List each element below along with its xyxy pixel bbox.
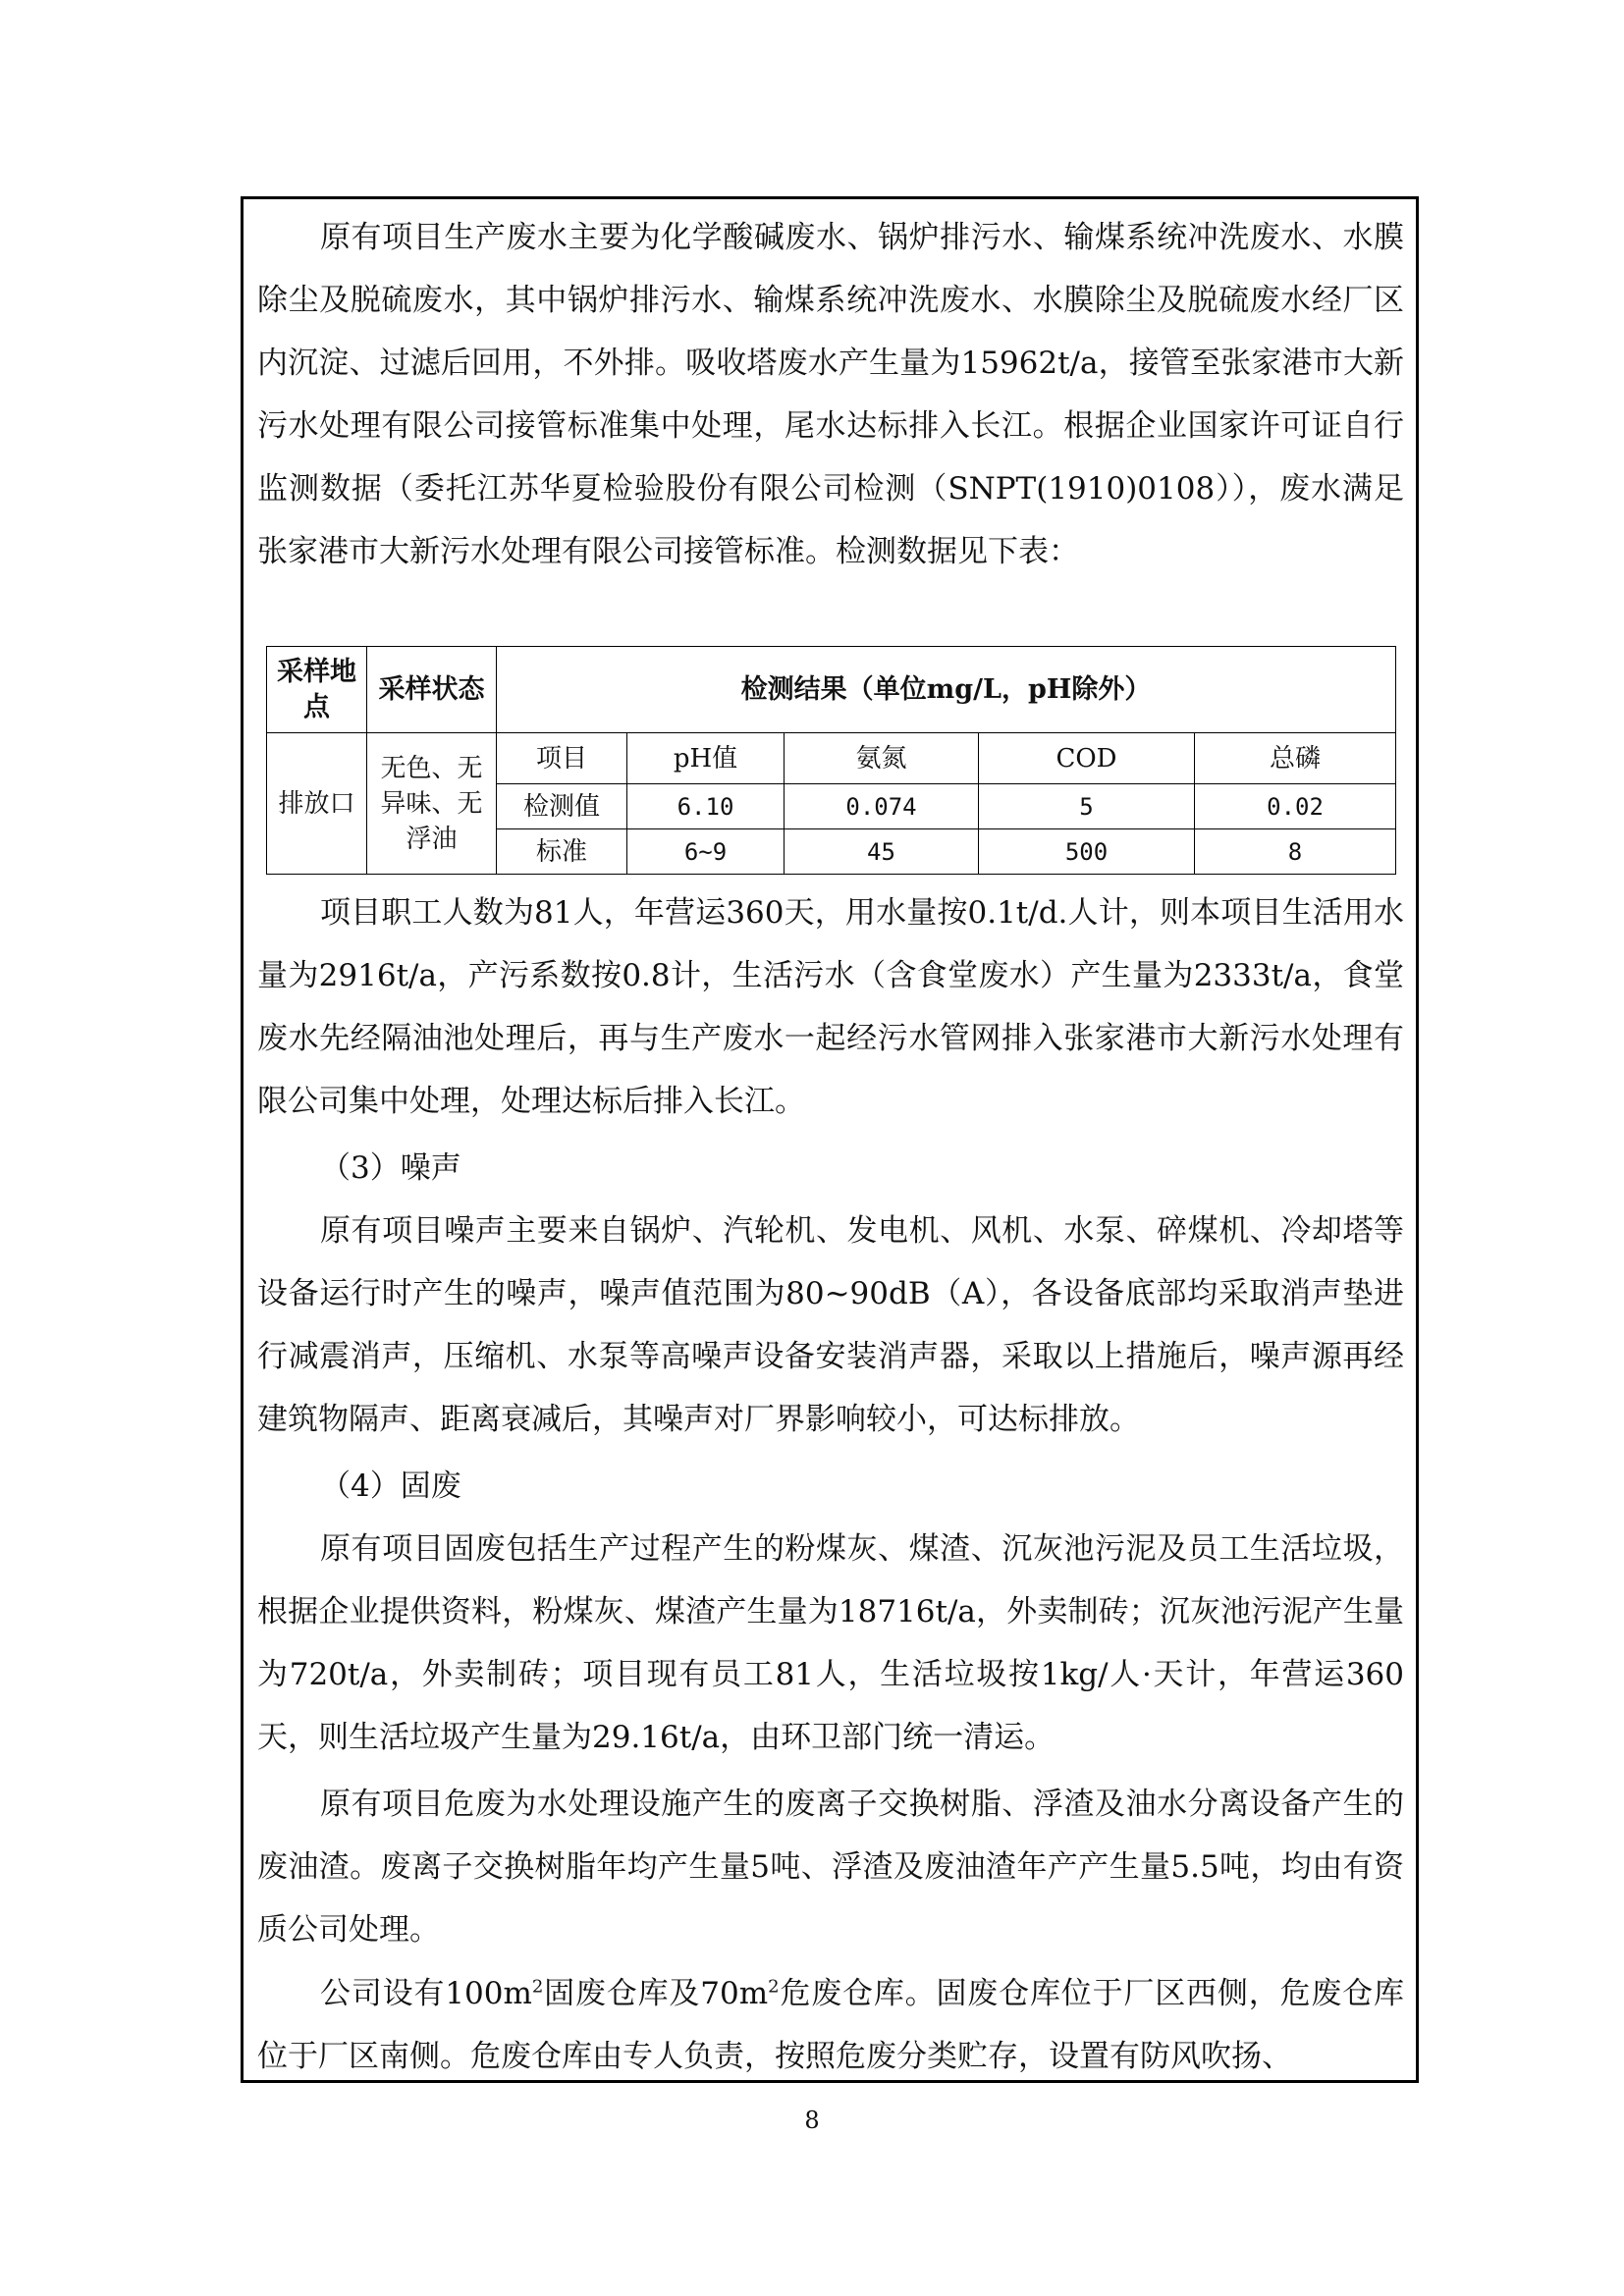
- row-label: 项目: [497, 733, 627, 784]
- cell-tp: 0.02: [1195, 784, 1396, 829]
- header-location: 采样地点: [267, 647, 367, 733]
- cell-ph: pH值: [627, 733, 785, 784]
- cell-cod: 500: [979, 829, 1195, 875]
- paragraph-hazardous-waste: 原有项目危废为水处理设施产生的废离子交换树脂、浮渣及油水分离设备产生的废油渣。废离子交换树脂年均产生量5吨、浮渣及废油渣年产产生量5.5吨，均由有资质公司处理。: [257, 1787, 1404, 1948]
- paragraph-warehouse: 公司设有$100m^2$固废仓库及$70m^2$危废仓库。固废仓库位于厂区西侧，危废仓库位于厂区南侧。危废仓库由专人负责，按照危废分类贮存，设置有防风吹扬、: [257, 1976, 1404, 2074]
- paragraph-noise: 原有项目噪声主要来自锅炉、汽轮机、发电机、风机、水泵、碎煤机、冷却塔等设备运行时产生的噪声，噪声值范围为80~90dB（A），各设备底部均采取消声垫进行减震消声，压缩机、水泵等高噪声设备安装消声器，采取以上措施后，噪声源再经建筑物隔声、距离衰减后，其噪声对厂界影响较小，可达标排放。: [257, 1213, 1404, 1437]
- cell-tp: 8: [1195, 829, 1396, 875]
- header-state: 采样状态: [367, 647, 497, 733]
- row-label: 标准: [497, 829, 627, 875]
- paragraph-solid-waste: 原有项目固废包括生产过程产生的粉煤灰、煤渣、沉灰池污泥及员工生活垃圾，根据企业提供资料，粉煤灰、煤渣产生量为18716t/a，外卖制砖；沉灰池污泥产生量为720t/a，外卖制砖；项目现有员工81人，生活垃圾按1kg/人·天计，年营运360天，则生活垃圾产生量为29.16t/a，由环卫部门统一清运。: [257, 1531, 1404, 1755]
- paragraph-wastewater: 原有项目生产废水主要为化学酸碱废水、锅炉排污水、输煤系统冲洗废水、水膜除尘及脱硫废水，其中锅炉排污水、输煤系统冲洗废水、水膜除尘及脱硫废水经厂区内沉淀、过滤后回用，不外排。吸收塔废水产生量为15962t/a，接管至张家港市大新污水处理有限公司接管标准集中处理，尾水达标排入长江。根据企业国家许可证自行监测数据（委托江苏华夏检验股份有限公司检测（SNPT(1910)0108）），废水满足张家港市大新污水处理有限公司接管标准。检测数据见下表：: [257, 220, 1404, 569]
- cell-cod: COD: [979, 733, 1195, 784]
- row-label: 检测值: [497, 784, 627, 829]
- cell-ph: 6.10: [627, 784, 785, 829]
- heading-noise: （3）噪声: [320, 1150, 461, 1186]
- heading-solid-waste: （4）固废: [320, 1468, 461, 1504]
- cell-location: 排放口: [267, 733, 367, 875]
- cell-nh: 45: [785, 829, 979, 875]
- cell-state: 无色、无异味、无浮油: [367, 733, 497, 875]
- paragraph-domestic-water: 项目职工人数为81人，年营运360天，用水量按0.1t/d.人计，则本项目生活用水量为2916t/a，产污系数按0.8计，生活污水（含食堂废水）产生量为2333t/a，食堂废水先经隔油池处理后，再与生产废水一起经污水管网排入张家港市大新污水处理有限公司集中处理，处理达标后排入长江。: [257, 895, 1404, 1119]
- header-result: 检测结果（单位mg/L，pH除外）: [497, 647, 1396, 733]
- cell-nh: 0.074: [785, 784, 979, 829]
- cell-nh: 氨氮: [785, 733, 979, 784]
- cell-cod: 5: [979, 784, 1195, 829]
- cell-ph: 6~9: [627, 829, 785, 875]
- cell-tp: 总磷: [1195, 733, 1396, 784]
- page-number: 8: [804, 2107, 820, 2134]
- monitoring-table: [266, 646, 1395, 874]
